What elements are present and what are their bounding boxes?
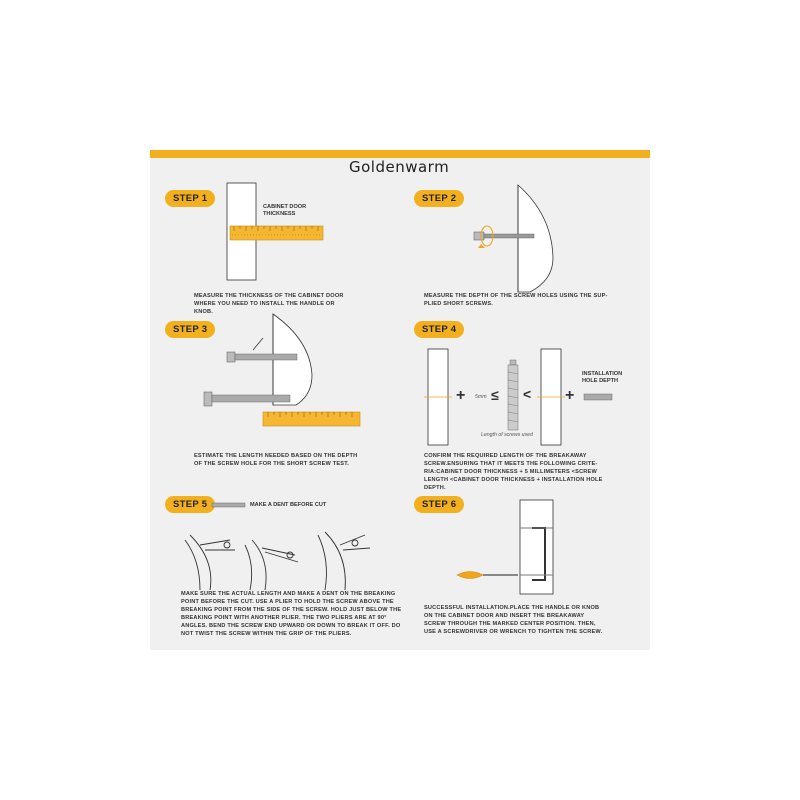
hole-depth-label: HOLE DEPTH: [582, 378, 619, 384]
screw-shaft: [484, 234, 534, 238]
step-4-caption: CONFIRM THE REQUIRED LENGTH OF THE BREAKAWAY SCREW.ENSURING THAT IT MEETS THE FOLLOWING CRITE- RIA:CABINET DOOR THICKNESS + 5 MILLIMETERS <SCREW LENGTH <CABINET DOOR THICKNESS + INSTALLATION HOLE DEPTH.: [424, 453, 603, 491]
step-4-illustration: [424, 349, 612, 445]
step-3-caption: ESTIMATE THE LENGTH NEEDED BASED ON THE DEPTH OF THE SCREW HOLE FOR THE SHORT SCREW TEST.: [194, 453, 358, 467]
step-2-badge: STEP 2: [414, 190, 464, 207]
long-screw-shaft: [212, 395, 290, 402]
dent-screw: [212, 503, 245, 507]
step-1-caption: MEASURE THE THICKNESS OF THE CABINET DOOR WHERE YOU NEED TO INSTALL THE HANDLE OR KNOB.: [194, 293, 344, 315]
pencil-mark: [253, 338, 263, 350]
breakaway-screw-head: [510, 360, 516, 365]
long-screw-head: [204, 392, 212, 406]
step-6-illustration: [457, 500, 553, 594]
step-6-caption: SUCCESSFUL INSTALLATION.PLACE THE HANDLE OR KNOB ON THE CABINET DOOR AND INSERT THE BREAKAWAY SCREW THROUGH THE MARKED CENTER POSITION. THEN, USE A SCREWDRIVER OR WRENCH TO TIGHTEN THE SCREW.: [424, 605, 603, 635]
screwdriver-handle: [457, 572, 483, 579]
lt-symbol: <: [523, 386, 532, 402]
short-screw-head: [227, 352, 235, 362]
cabinet-door-label: CABINET DOOR: [263, 204, 307, 210]
screw-head: [474, 232, 484, 240]
installation-label: INSTALLATION: [582, 371, 623, 377]
dent-label: MAKE A DENT BEFORE CUT: [250, 502, 327, 508]
step-2-caption: MEASURE THE DEPTH OF THE SCREW HOLES USING THE SUP- PLIED SHORT SCREWS.: [424, 293, 608, 307]
plus-symbol-2: +: [565, 387, 575, 404]
step-5-badge: STEP 5: [165, 496, 215, 513]
measuring-ruler: [263, 412, 360, 426]
step-5-caption: MAKE SURE THE ACTUAL LENGTH AND MAKE A DENT ON THE BREAKING POINT BEFORE THE CUT. USE A PLIER TO HOLD THE SCREW ABOVE THE BREAKING POINT FROM THE SIDE OF THE SCREW. HOLD JUST BELOW THE BREAKING POINT WITH ANOTHER PLIER. THE TWO PLIERS ARE AT 90° ANGLES. BEND THE SCREW END UPWARD OR DOWN TO BREAK IT OFF. DO NOT TWIST THE SCREW WITHIN THE GRIP OF THE PLIERS.: [181, 591, 402, 637]
pliers-2: [245, 540, 298, 590]
step-1-badge: STEP 1: [165, 190, 215, 207]
measuring-tape: [230, 226, 323, 240]
step-2-illustration: [474, 185, 553, 292]
plus-symbol-1: +: [456, 387, 466, 404]
brand-logo: Goldenwarm: [349, 158, 450, 176]
step-4-badge: STEP 4: [414, 321, 464, 338]
handle-profile: [518, 185, 553, 292]
pliers-3: [318, 532, 370, 590]
short-screw-shaft: [235, 354, 297, 360]
leq-symbol: ≤: [491, 387, 499, 403]
screw-length-label: Length of screws used: [481, 432, 533, 438]
pliers-1: [185, 535, 235, 590]
mm-label: 5mm: [475, 394, 487, 400]
hole-depth-screw: [584, 394, 612, 400]
step-1-illustration: [227, 183, 323, 280]
thickness-label: THICKNESS: [263, 211, 296, 217]
step-3-badge: STEP 3: [165, 321, 215, 338]
step-6-badge: STEP 6: [414, 496, 464, 513]
step-3-illustration: [204, 314, 360, 426]
step-5-illustration: [185, 503, 370, 590]
